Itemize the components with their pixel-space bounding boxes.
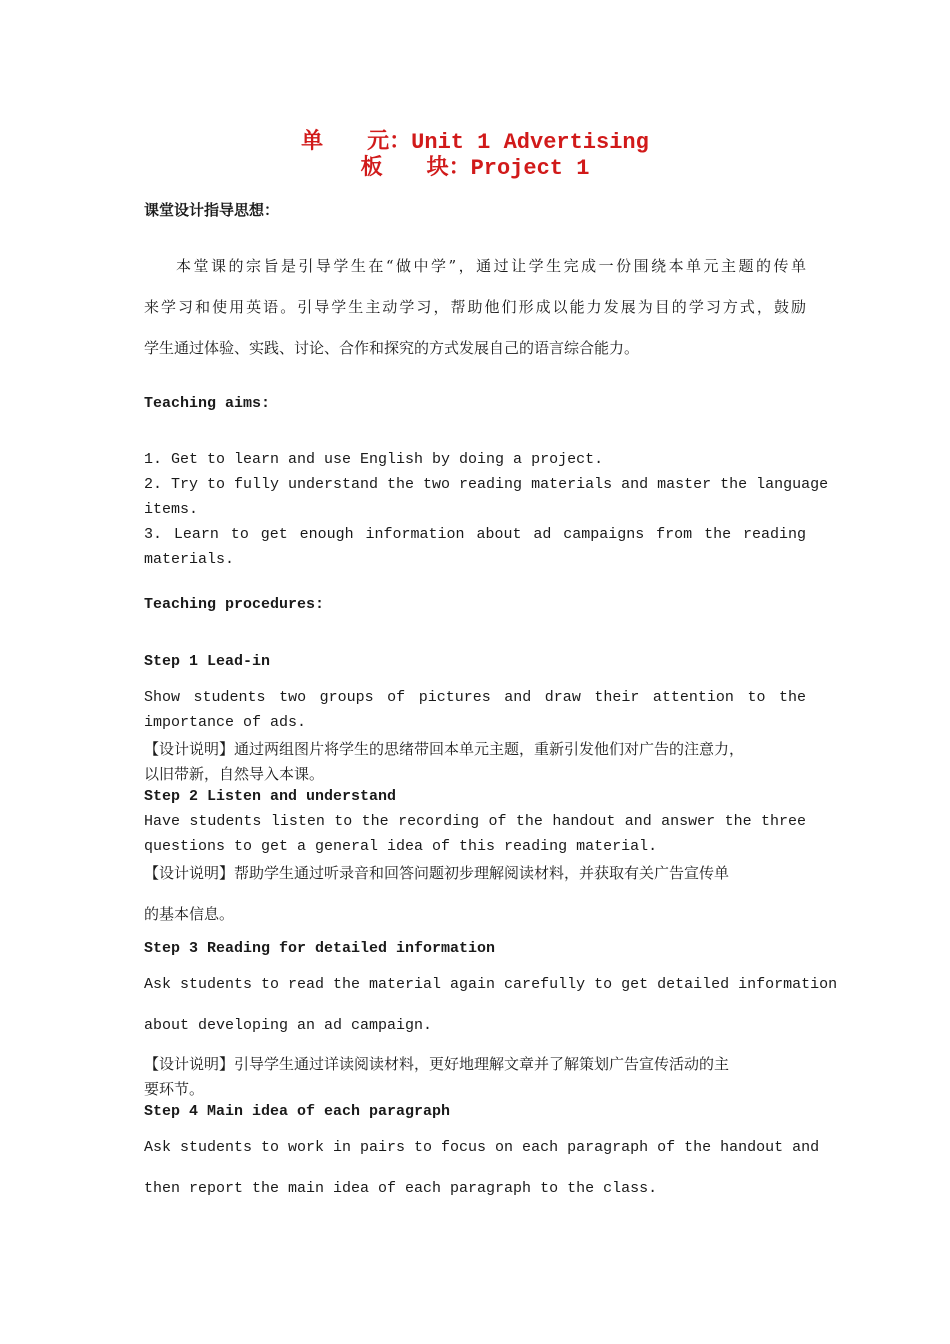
step4-text-line: then report the main idea of each paragraph to the class. — [144, 1180, 658, 1197]
step3-text-line: Ask students to read the material again carefully to get detailed information — [144, 976, 838, 993]
step1-note-line: 以旧带新，自然导入本课。 — [144, 765, 325, 783]
step2-text-line: questions to get a general idea of this reading material. — [144, 838, 658, 855]
step3-note-line: 要环节。 — [144, 1080, 205, 1098]
block-title: 板 块：Project 1 — [360, 156, 590, 181]
step3-note-line: 【设计说明】引导学生通过详读阅读材料，更好地理解文章并了解策划广告宣传活动的主 — [144, 1055, 730, 1073]
aim-line: 1. Get to learn and use English by doing a project. — [144, 451, 604, 468]
step4-title: Step 4 Main idea of each paragraph — [144, 1103, 451, 1120]
step3-text-line: about developing an ad campaign. — [144, 1017, 433, 1034]
step2-note-line: 【设计说明】帮助学生通过听录音和回答问题初步理解阅读材料，并获取有关广告宣传单 — [144, 864, 730, 882]
unit-title: 单 元：Unit 1 Advertising — [301, 130, 649, 155]
aim-line: 3. Learn to get enough information about ad campaigns from the reading — [144, 526, 806, 543]
step1-text-line: importance of ads. — [144, 714, 307, 731]
step1-note-line: 【设计说明】通过两组图片将学生的思绪带回本单元主题，重新引发他们对广告的注意力， — [144, 740, 745, 758]
step2-title: Step 2 Listen and understand — [144, 788, 397, 805]
teaching-aims-heading: Teaching aims: — [144, 395, 271, 412]
guide-paragraph-line: 来学习和使用英语。引导学生主动学习，帮助他们形成以能力发展为目的学习方式，鼓励 — [144, 298, 806, 316]
aim-line: materials. — [144, 551, 235, 568]
step4-text-line: Ask students to work in pairs to focus on each paragraph of the handout and — [144, 1139, 820, 1156]
teaching-procedures-heading: Teaching procedures: — [144, 596, 325, 613]
step2-note-line: 的基本信息。 — [144, 905, 235, 923]
guide-paragraph-line: 本堂课的宗旨是引导学生在“做中学”，通过让学生完成一份围绕本单元主题的传单 — [176, 257, 806, 275]
aim-line: 2. Try to fully understand the two reading materials and master the language — [144, 476, 829, 493]
step3-title: Step 3 Reading for detailed information — [144, 940, 496, 957]
guide-paragraph-line: 学生通过体验、实践、讨论、合作和探究的方式发展自己的语言综合能力。 — [144, 339, 640, 357]
step2-text-line: Have students listen to the recording of the handout and answer the three — [144, 813, 806, 830]
step1-title: Step 1 Lead-in — [144, 653, 271, 670]
step1-text-line: Show students two groups of pictures and draw their attention to the — [144, 689, 806, 706]
guide-heading: 课堂设计指导思想： — [144, 201, 280, 219]
aim-line: items. — [144, 501, 199, 518]
